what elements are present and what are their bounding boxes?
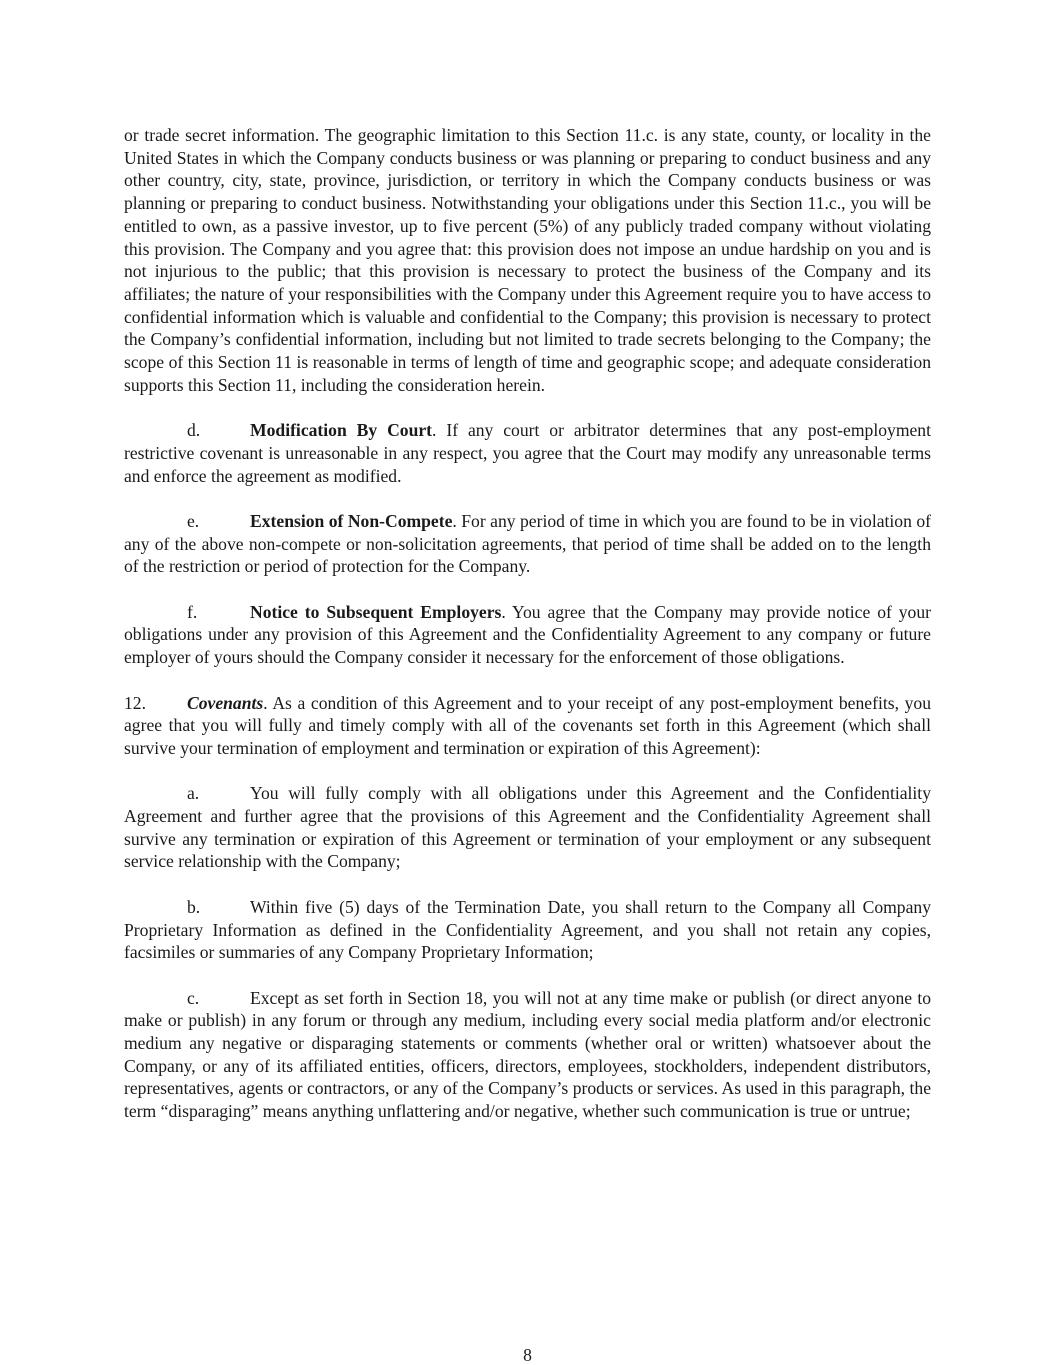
section-12b-paragraph [124,896,931,964]
section-12-heading: Covenants [187,692,264,713]
section-11f-heading: Notice to Subsequent Employers [250,601,502,622]
section-12c-label: c. [187,987,200,1008]
section-12-paragraph [124,692,931,760]
section-11f-label: f. [187,601,198,622]
document-page [124,124,931,1123]
section-11e-text: . For any period of time in which you are found to be in violation of any of the above non-compete or non-solicitation agreements, that period of time shall be added on to the length of the restriction or period of protection for the Company. [124,510,931,577]
section-11e-heading: Extension of Non-Compete [250,510,453,531]
section-12c-text: Except as set forth in Section 18, you will not at any time make or publish (or direct anyone to make or publish) in any forum or through any medium, including every social media platform and/or electronic medium any negative or disparaging statements or comments (whether oral or written) whatsoever about the Company, or any of its affiliated entities, officers, directors, employees, stockholders, independent distributors, representatives, agents or contractors, or any of the Company’s products or services. As used in this paragraph, the term “disparaging” means anything unflattering and/or negative, whether such communication is true or untrue; [124,987,931,1122]
section-11e-paragraph [124,510,931,578]
page-number: 8 [523,1345,532,1365]
section-12b-text: Within five (5) days of the Termination Date, you shall return to the Company all Company Proprietary Information as defined in the Confidentiality Agreement, and you shall not retain any copies, facsimiles or summaries of any Company Proprietary Information; [124,896,931,963]
section-12-text: . As a condition of this Agreement and to your receipt of any post-employment benefits, you agree that you will fully and timely comply with all of the covenants set forth in this Agreement (which shall survive your termination of employment and termination or expiration of this Agreement): [124,692,931,758]
section-11f-paragraph [124,601,931,669]
section-12a-label: a. [187,783,200,804]
section-11c-continuation: or trade secret information. The geographic limitation to this Section 11.c. is any state, county, or locality in the United States in which the Company conducts business or was planning or preparing to conduct business and any other country, city, state, province, jurisdiction, or territory in which the Company conducts business or was planning or preparing to conduct business. Notwithstanding your obligations under this Section 11.c., you will be entitled to own, as a passive investor, up to five percent (5%) of any publicly traded company without violating this provision. The Company and you agree that: this provision does not impose an undue hardship on you and is not injurious to the public; that this provision is necessary to protect the business of the Company and its affiliates; the nature of your responsibilities with the Company under this Agreement require you to have access to confidential information which is valuable and confidential to the Company; this provision is necessary to protect the Company’s confidential information, including but not limited to trade secrets belonging to the Company; the scope of this Section 11 is reasonable in terms of length of time and geographic scope; and adequate consideration supports this Section 11, including the consideration herein. [124,125,931,395]
section-11d-heading: Modification By Court [250,420,433,441]
section-11f-text: . You agree that the Company may provide notice of your obligations under any provision of this Agreement and the Confidentiality Agreement to any company or future employer of yours should the Company consider it necessary for the enforcement of those obligations. [124,601,931,668]
section-11d-label: d. [187,420,201,441]
section-12a-text: You will fully comply with all obligations under this Agreement and the Confidentiality Agreement and further agree that the provisions of this Agreement and the Confidentiality Agreement shall survive any termination or expiration of this Agreement or termination of your employment or any subsequent service relationship with the Company; [124,783,931,872]
section-11e-label: e. [187,510,200,531]
section-11d-paragraph [124,419,931,487]
section-11d-text: . If any court or arbitrator determines that any post-employment restrictive covenant is unreasonable in any respect, you agree that the Court may modify any unreasonable terms and enforce the agreement as modified. [124,420,931,486]
section-12a-paragraph [124,782,931,873]
section-12c-paragraph [124,987,931,1123]
section-12b-label: b. [187,896,201,917]
section-12-number: 12. [124,692,146,713]
